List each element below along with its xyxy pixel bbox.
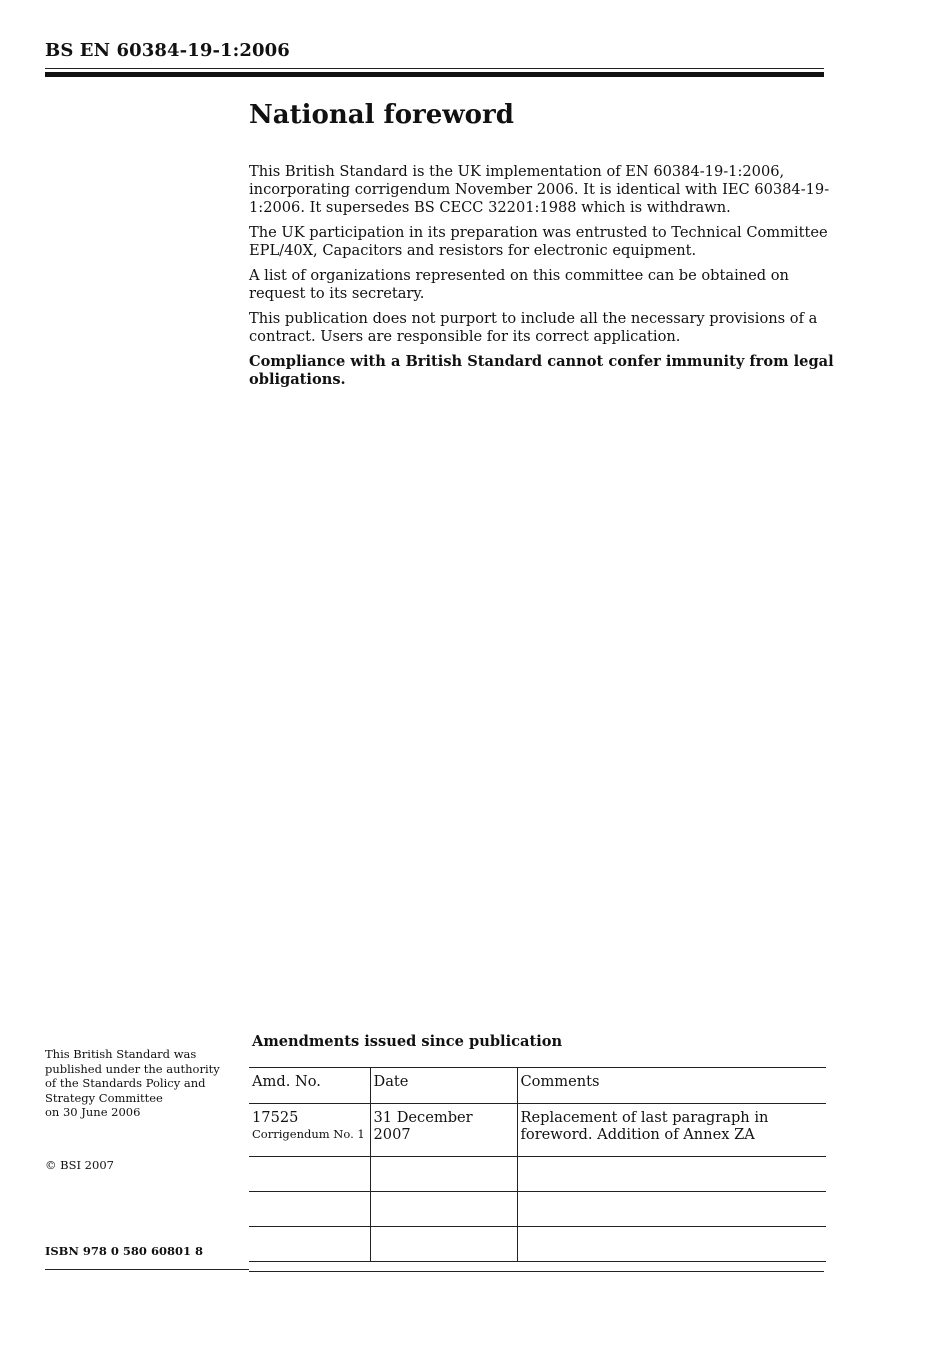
empty-cell — [517, 1192, 826, 1227]
column-header-date: Date — [370, 1068, 517, 1104]
publication-line: on 30 June 2006 — [45, 1105, 141, 1119]
foreword-paragraph: The UK participation in its preparation was entrusted to Technical Committee EPL/40X, Capacitors and resistors for electronic equipment. — [249, 224, 828, 259]
empty-cell — [249, 1192, 370, 1227]
foreword-paragraph: This British Standard is the UK implementation of EN 60384-19-1:2006, incorporating corrigendum November 2006. It is identical with IEC 60384-19-1:2006. It supersedes BS CECC 32201:1988 which is withdrawn. — [249, 163, 830, 216]
page-title: National foreword — [249, 100, 514, 130]
column-header-amd-no: Amd. No. — [249, 1068, 370, 1104]
empty-cell — [517, 1227, 826, 1262]
amd-no: 17525 — [252, 1109, 299, 1126]
table-header-row — [249, 1068, 826, 1104]
isbn: ISBN 978 0 580 60801 8 — [45, 1244, 203, 1258]
copyright-notice: © BSI 2007 — [45, 1158, 114, 1172]
foreword-body — [249, 163, 834, 396]
table-row — [249, 1104, 826, 1157]
amendments-table — [249, 1067, 826, 1262]
empty-cell — [370, 1227, 517, 1262]
empty-cell — [249, 1157, 370, 1192]
publication-line: Strategy Committee — [45, 1090, 163, 1105]
empty-cell — [517, 1157, 826, 1192]
publication-line: of the Standards Policy and — [45, 1076, 206, 1090]
publication-line: published under the authority — [45, 1061, 220, 1076]
header-rule-thick — [45, 72, 824, 77]
foreword-paragraph: This publication does not purport to include all the necessary provisions of a contract. Users are responsible for its correct application. — [249, 310, 818, 345]
compliance-note: Compliance with a British Standard cannot confer immunity from legal obligations. — [249, 353, 834, 388]
foreword-paragraph: A list of organizations represented on this committee can be obtained on request to its secretary. — [249, 267, 789, 302]
table-row-empty — [249, 1227, 826, 1262]
document-id: BS EN 60384-19-1:2006 — [45, 40, 290, 61]
header-rule-thin — [45, 68, 824, 69]
amd-sub-label: Corrigendum No. 1 — [252, 1127, 365, 1141]
table-row-empty — [249, 1192, 826, 1227]
footer-rule-left — [45, 1269, 249, 1270]
comments-cell: Replacement of last paragraph in foreword. Addition of Annex ZA — [517, 1104, 826, 1157]
empty-cell — [249, 1227, 370, 1262]
publication-line: This British Standard was — [45, 1047, 197, 1061]
table-row-empty — [249, 1157, 826, 1192]
empty-cell — [370, 1192, 517, 1227]
empty-cell — [370, 1157, 517, 1192]
column-header-comments: Comments — [517, 1068, 826, 1104]
amendments-heading: Amendments issued since publication — [252, 1033, 563, 1050]
publication-authority-note — [45, 1047, 235, 1120]
date-cell: 31 December 2007 — [370, 1104, 517, 1157]
amd-no-cell — [249, 1104, 370, 1157]
footer-rule — [249, 1271, 824, 1272]
